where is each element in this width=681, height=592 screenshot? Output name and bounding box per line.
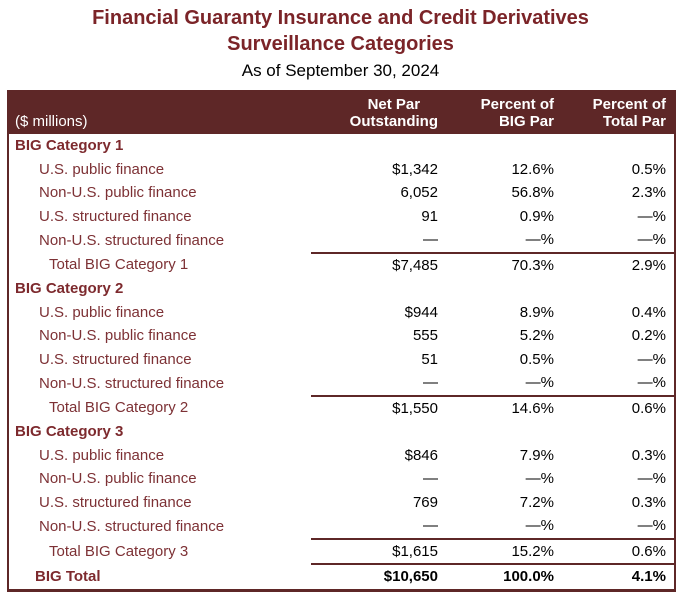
col-header-pct-total-par: Percent of Total Par	[554, 90, 675, 134]
row-label: U.S. public finance	[39, 303, 165, 321]
section-header-label: BIG Category 3	[15, 423, 124, 440]
net-par-value: —	[423, 517, 438, 534]
net-par-value: $944	[404, 303, 438, 321]
pct-total-value: —%	[637, 470, 666, 487]
section-total-row	[8, 253, 675, 278]
row-label: U.S. structured finance	[39, 493, 192, 511]
pct-big-value: 70.3%	[438, 253, 554, 278]
table-row	[8, 301, 675, 325]
pct-total-value: 0.6%	[554, 396, 675, 421]
total-row-label: Total BIG Category 1	[49, 256, 189, 273]
pct-total-value: 4.1%	[554, 564, 675, 590]
page-title-line1: Financial Guaranty Insurance and Credit Derivatives	[92, 7, 589, 29]
pct-big-value: —%	[525, 470, 554, 487]
table-row	[8, 467, 675, 491]
surveillance-table-container	[7, 90, 674, 592]
col-header-pct-big-par: Percent of BIG Par	[438, 90, 554, 134]
table-row	[8, 444, 675, 468]
table-row	[8, 158, 675, 182]
net-par-value: 769	[412, 493, 438, 511]
net-par-value: 555	[412, 327, 438, 344]
net-par-value: $1,550	[311, 396, 438, 421]
pct-total-value: —%	[637, 207, 666, 225]
net-par-value: $7,485	[311, 253, 438, 278]
net-par-value: $1,615	[311, 539, 438, 565]
row-label: U.S. public finance	[39, 446, 165, 464]
row-label: Non-U.S. public finance	[39, 470, 197, 487]
pct-total-value: 0.3%	[631, 493, 666, 511]
table-row	[8, 514, 675, 539]
grand-total-label: BIG Total	[35, 567, 101, 585]
pct-big-value: 8.9%	[519, 303, 554, 321]
net-par-value: 6,052	[400, 184, 438, 201]
table-row	[8, 205, 675, 229]
row-label: U.S. structured finance	[39, 207, 192, 225]
section-header-row	[8, 134, 675, 158]
pct-total-value: 2.9%	[554, 253, 675, 278]
surveillance-table	[7, 90, 676, 592]
pct-total-value: 0.6%	[554, 539, 675, 565]
section-header-row	[8, 420, 675, 444]
pct-big-value: —%	[525, 517, 554, 534]
pct-big-value: 7.2%	[519, 493, 554, 511]
net-par-value: —	[423, 231, 438, 248]
net-par-value: 91	[421, 207, 438, 225]
table-header	[8, 90, 675, 134]
as-of-date: As of September 30, 2024	[241, 61, 440, 80]
net-par-value: 51	[421, 350, 438, 368]
pct-big-value: —%	[525, 231, 554, 248]
pct-big-value: 7.9%	[519, 446, 554, 464]
table-row	[8, 371, 675, 396]
total-row-label: Total BIG Category 3	[49, 542, 189, 560]
units-label: ($ millions)	[8, 90, 311, 134]
section-total-row	[8, 539, 675, 565]
pct-big-value: 100.0%	[438, 564, 554, 590]
table-row	[8, 228, 675, 253]
title-block	[0, 0, 681, 82]
pct-total-value: 0.2%	[631, 327, 666, 344]
section-total-row	[8, 396, 675, 421]
pct-big-value: 0.5%	[519, 350, 554, 368]
pct-big-value: 15.2%	[438, 539, 554, 565]
pct-big-value: 5.2%	[519, 327, 554, 344]
row-label: U.S. structured finance	[39, 350, 192, 368]
net-par-value: —	[423, 374, 438, 391]
pct-total-value: 2.3%	[631, 184, 666, 201]
row-label: Non-U.S. public finance	[39, 184, 197, 201]
section-header-label: BIG Category 1	[15, 137, 124, 154]
pct-big-value: 56.8%	[511, 184, 554, 201]
pct-total-value: 0.5%	[631, 160, 666, 178]
table-row	[8, 348, 675, 372]
pct-total-value: —%	[637, 350, 666, 368]
row-label: Non-U.S. structured finance	[39, 517, 225, 535]
pct-big-value: 14.6%	[438, 396, 554, 421]
table-row	[8, 181, 675, 205]
row-label: Non-U.S. public finance	[39, 327, 197, 344]
section-header-row	[8, 277, 675, 301]
total-row-label: Total BIG Category 2	[49, 399, 189, 416]
pct-total-value: —%	[637, 374, 666, 391]
pct-big-value: 12.6%	[511, 160, 554, 178]
pct-total-value: —%	[637, 517, 666, 534]
page-title-line2: Surveillance Categories	[227, 33, 454, 55]
pct-total-value: 0.4%	[631, 303, 666, 321]
net-par-value: $1,342	[392, 160, 438, 178]
section-header-label: BIG Category 2	[15, 280, 124, 297]
col-header-net-par: Net Par Outstanding	[311, 90, 438, 134]
net-par-value: —	[423, 470, 438, 487]
grand-total-row	[8, 564, 675, 590]
row-label: U.S. public finance	[39, 160, 165, 178]
net-par-value: $846	[404, 446, 438, 464]
table-body	[8, 134, 675, 590]
table-row	[8, 491, 675, 515]
row-label: Non-U.S. structured finance	[39, 231, 225, 249]
pct-total-value: 0.3%	[631, 446, 666, 464]
pct-total-value: —%	[637, 231, 666, 248]
row-label: Non-U.S. structured finance	[39, 374, 225, 392]
net-par-value: $10,650	[311, 564, 438, 590]
header-row	[8, 90, 675, 134]
pct-big-value: —%	[525, 374, 554, 391]
table-row	[8, 324, 675, 348]
pct-big-value: 0.9%	[519, 207, 554, 225]
page-title	[0, 5, 681, 57]
